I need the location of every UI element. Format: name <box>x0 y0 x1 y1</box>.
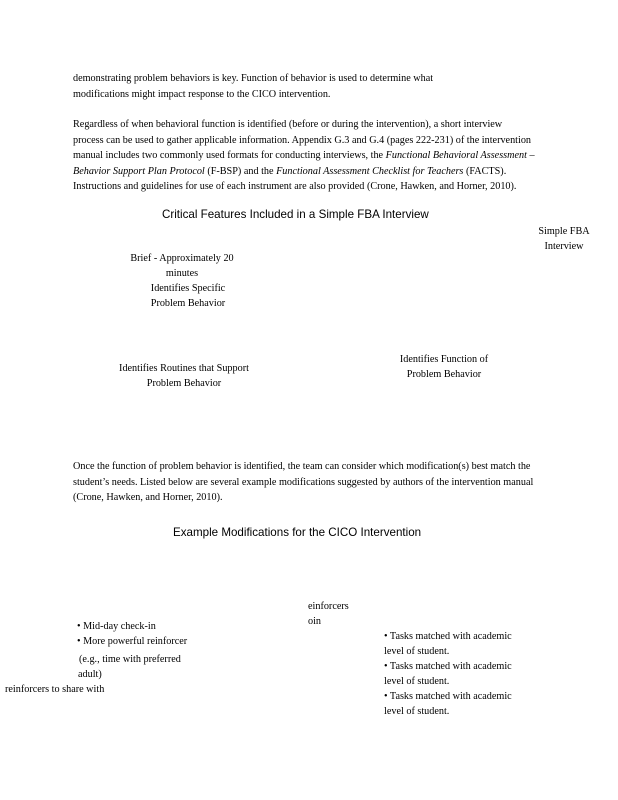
fba-features-diagram-title: Critical Features Included in a Simple FBA Interview <box>162 208 429 221</box>
feature-specific-behavior: Identifies Specific Problem Behavior <box>150 283 226 309</box>
feature-routines: Identifies Routines that Support Problem Behavior <box>119 363 249 389</box>
modification-list-right <box>384 629 534 719</box>
list-item: • Tasks matched with academic level of student. <box>384 691 512 717</box>
list-item-continuation: adult) <box>78 669 102 680</box>
cico-modifications-diagram-title: Example Modifications for the CICO Intervention <box>173 526 422 539</box>
clipped-text-fragment: einforcers <box>308 601 349 612</box>
protocol-title-italic: Functional Behavioral Assessment – Behavior Support Plan Protocol <box>73 150 535 177</box>
paragraph-interview-formats <box>73 117 535 195</box>
paragraph-intro-line-1: demonstrating problem behaviors is key. Function of behavior is used to determine what <box>73 73 434 84</box>
clipped-text-fragment: oin <box>308 616 322 627</box>
paragraph-text-part: Regardless of when behavioral function is identified (before or during the intervention), a short interview process can be used to gather applicable information. Appendix G.3 and G.4 (pages 222-231) of the intervention manual includes two commonly used formats for conducting interviews, the <box>73 119 532 161</box>
list-item: • More powerful reinforcer <box>77 636 188 647</box>
modification-list-left <box>77 619 187 649</box>
diagram-center-label: Simple FBA Interview <box>538 226 590 252</box>
checklist-title-italic: Functional Assessment Checklist for Teachers <box>276 165 464 177</box>
paragraph-modifications-intro: Once the function of problem behavior is identified, the team can consider which modification(s) best match the student’s needs. Listed below are several example modifications suggested by authors of the intervention manual (Crone, Hawken, and Horner, 2010). <box>73 461 534 503</box>
paragraph-text-part: (F-BSP) and the <box>204 165 277 177</box>
feature-function: Identifies Function of Problem Behavior <box>399 354 489 380</box>
list-item-continuation: (e.g., time with preferred <box>79 654 181 665</box>
paragraph-text-part: (FACTS). Instructions and guidelines for use of each instrument are also provided (Crone, Hawken, and Horner, 2010). <box>73 165 517 192</box>
list-item: • Tasks matched with academic level of student. <box>384 631 512 657</box>
paragraph-intro-line-2: modifications might impact response to the CICO intervention. <box>73 88 331 100</box>
clipped-text-fragment: reinforcers to share with <box>5 684 105 695</box>
feature-brief-duration: Brief - Approximately 20 minutes <box>130 253 234 279</box>
list-item: • Mid-day check-in <box>77 621 156 632</box>
list-item: • Tasks matched with academic level of student. <box>384 661 512 687</box>
